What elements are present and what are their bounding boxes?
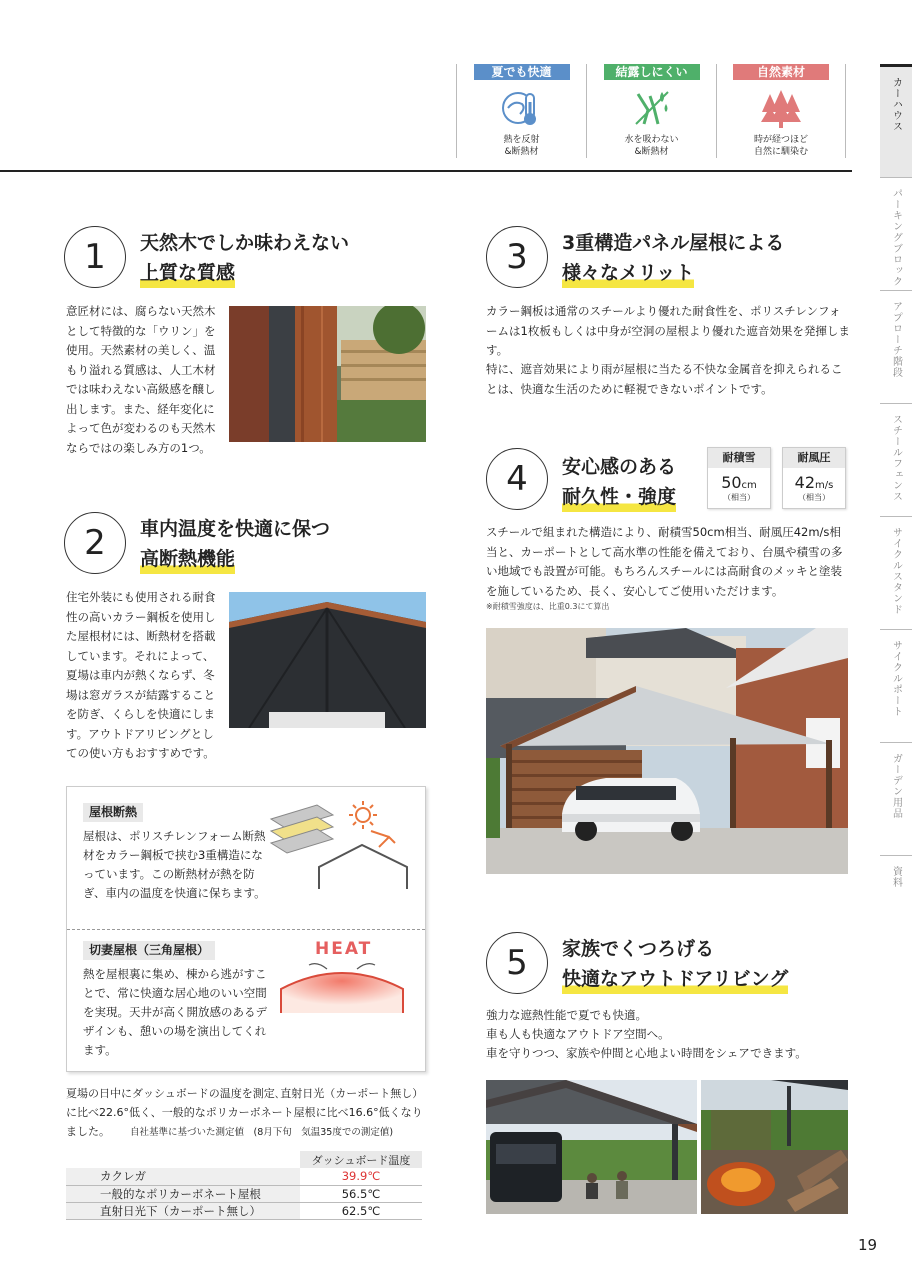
- section-4-body: スチールで組まれた構造により、耐積雪50cm相当、耐風圧42m/s相当と、カーポートとして高水準の性能を備えており、台風や積雪の多い地域でも設置が可能。もちろんスチールには高耐食のメッキと塗装を施しているため、長く、安心してご使用いただけます。: [486, 525, 843, 598]
- sidenav-item-parking-block[interactable]: パーキングブロック: [880, 177, 912, 290]
- measurement-text: [66, 1084, 428, 1142]
- carport-suv-photo: [486, 1080, 697, 1214]
- side-nav: [880, 64, 912, 968]
- section-3-body-2: 特に、遮音効果により雨が屋根に当たる不快な金属音を抑えられることは、快適な生活のために軽視できないポイントです。: [486, 362, 843, 396]
- measurement-note: 自社基準に基づいた測定値 (8月下旬 気温35度での測定値): [130, 1127, 394, 1138]
- sidenav-item-garden[interactable]: ガーデン用品: [880, 742, 912, 855]
- sidenav-item-approach-stairs[interactable]: アプローチ階段: [880, 290, 912, 403]
- feature-condensation-label: 結露しにくい: [604, 64, 700, 80]
- wind-pressure-note: （相当）: [798, 493, 830, 502]
- section-1-number: 1: [64, 226, 126, 288]
- section-5-heading-line2: 快適なアウトドアリビング: [562, 964, 788, 994]
- section-2-heading-line1: 車内温度を快適に保つ: [140, 518, 331, 540]
- section-3-heading-line2: 様々なメリット: [562, 258, 694, 288]
- section-3-number: 3: [486, 226, 548, 288]
- sidenav-item-cycle-port[interactable]: サイクルポート: [880, 629, 912, 742]
- section-5-body-2: 車も人も快適なアウトドア空間へ。: [486, 1027, 670, 1041]
- section-4-heading-line1: 安心感のある: [562, 456, 677, 478]
- feature-summer: [456, 64, 586, 158]
- section-5-number: 5: [486, 932, 548, 994]
- insulation-box: [66, 786, 426, 1072]
- header-rule: [0, 170, 852, 172]
- feature-natural-desc: 時が経つほど 自然に馴染む: [753, 135, 808, 157]
- section-3-heading-line1: 3重構造パネル屋根による: [562, 232, 785, 254]
- section-4-heading: [562, 452, 676, 512]
- no-water-icon: [630, 86, 674, 130]
- table-row-label: カクレガ: [66, 1168, 300, 1185]
- feature-badges: [456, 64, 848, 158]
- wood-post-photo: [229, 306, 426, 442]
- table-row-value: 56.5℃: [300, 1185, 422, 1202]
- section-5-heading-line1: 家族でくつろげる: [562, 938, 715, 960]
- snow-load-title: 耐積雪: [708, 448, 770, 468]
- section-2-number: 2: [64, 512, 126, 574]
- table-row-value: 39.9℃: [300, 1168, 422, 1185]
- gable-heat-illustration: [277, 959, 407, 1015]
- heat-label: HEAT: [315, 939, 373, 959]
- roof-underside-photo: [229, 592, 426, 728]
- gable-roof-tag: 切妻屋根（三角屋根）: [83, 941, 215, 960]
- wind-pressure-title: 耐風圧: [783, 448, 845, 468]
- section-1-heading-line1: 天然木でしか味わえない: [140, 232, 350, 254]
- section-1-heading-line2: 上質な質感: [140, 258, 235, 288]
- section-4-note: ※耐積雪強度は、比重0.3にて算出: [486, 602, 610, 611]
- section-4-heading-line2: 耐久性・強度: [562, 482, 676, 512]
- section-2-body: 住宅外装にも使用される耐食性の高いカラー鋼板を使用した屋根材には、断熱材を搭載しています。それによって、夏場は車内が熱くならず、冬場は窓ガラスが結露することを防ぎ、くらしを快適にします。アウトドアリビングとしての使い方もおすすめです。: [66, 590, 216, 760]
- insulation-layers-illustration: [267, 797, 417, 897]
- wind-pressure-value: 42: [794, 473, 816, 492]
- feature-summer-label: 夏でも快適: [474, 64, 570, 80]
- wind-pressure-spec: [782, 447, 846, 509]
- sidenav-item-cycle-stand[interactable]: サイクルスタンド: [880, 516, 912, 629]
- table-header-dashboard-temp: ダッシュボード温度: [300, 1151, 422, 1168]
- section-4-number: 4: [486, 448, 548, 510]
- section-1-heading: [140, 228, 349, 288]
- section-1-body: 意匠材には、腐らない天然木として特徴的な「ウリン」を使用。天然素材の美しく、温もり溢れる質感は、人工木材では味わえない高級感を醸し出します。また、経年変化によって色が変わるのも天然木ならではの楽しみ方の1つ。: [66, 304, 216, 455]
- section-5-body-3: 車を守りつつ、家族や仲間と心地よい時間をシェアできます。: [486, 1046, 807, 1060]
- table-row: [66, 1202, 422, 1219]
- feature-condensation-desc: 水を吸わない &断熱材: [624, 135, 679, 157]
- snow-load-value: 50: [721, 473, 742, 492]
- table-row-value: 62.5℃: [300, 1202, 422, 1219]
- section-3-body-1: カラー鋼板は通常のスチールより優れた耐食性を、ポリスチレンフォームは1枚板もしくは中身が空洞の屋根より優れた遮音効果を発揮します。: [486, 304, 850, 357]
- sidenav-item-carhouse[interactable]: カーハウス: [880, 64, 912, 177]
- section-3-heading: [562, 228, 784, 288]
- section-2-heading-line2: 高断熱機能: [140, 544, 235, 574]
- carport-house-photo: [486, 628, 848, 874]
- table-row-label: 一般的なポリカーボネート屋根: [66, 1185, 300, 1202]
- thermometer-sun-icon: [500, 86, 544, 130]
- sidenav-item-steel-fence[interactable]: スチールフェンス: [880, 403, 912, 516]
- gable-roof-text: 熱を屋根裏に集め、棟から逃がすことで、常に快適な居心地のいい空間を実現。天井が高く開放感のあるデザインも、憩いの場を演出してくれます。: [83, 967, 267, 1057]
- trees-icon: [759, 86, 803, 130]
- box-divider: [67, 929, 425, 930]
- table-row-label: 直射日光下（カーポート無し）: [66, 1202, 300, 1219]
- snow-load-note: （相当）: [723, 493, 755, 502]
- snow-load-spec: [707, 447, 771, 509]
- section-5-heading: [562, 934, 788, 994]
- temperature-table: [66, 1151, 422, 1220]
- roof-insulation-text: 屋根は、ポリスチレンフォーム断熱材をカラー鋼板で挟む3重構造になっています。この断熱材が熱を防ぎ、車内の温度を快適に保ちます。: [83, 829, 266, 900]
- section-2-heading: [140, 514, 330, 574]
- sidenav-item-docs[interactable]: 資料: [880, 855, 912, 968]
- measurement-description: 夏場の日中にダッシュボードの温度を測定､直射日光（カーポート無し）に比べ22.6°低く、一般的なポリカーボネート屋根に比べ16.6°低くなりました。: [66, 1087, 424, 1138]
- page-number: 19: [858, 1236, 878, 1254]
- table-row: [66, 1185, 422, 1202]
- feature-natural: [716, 64, 846, 158]
- wind-pressure-unit: m/s: [815, 480, 834, 491]
- feature-summer-desc: 熱を反射 &断熱材: [503, 135, 540, 157]
- roof-insulation-tag: 屋根断熱: [83, 803, 143, 822]
- snow-load-unit: cm: [741, 480, 757, 491]
- feature-natural-label: 自然素材: [733, 64, 829, 80]
- table-header-row: [66, 1151, 422, 1168]
- table-row: [66, 1168, 422, 1185]
- section-5-body-1: 強力な遮熱性能で夏でも快適。: [486, 1008, 647, 1022]
- feature-condensation: [586, 64, 716, 158]
- campfire-photo: [701, 1080, 848, 1214]
